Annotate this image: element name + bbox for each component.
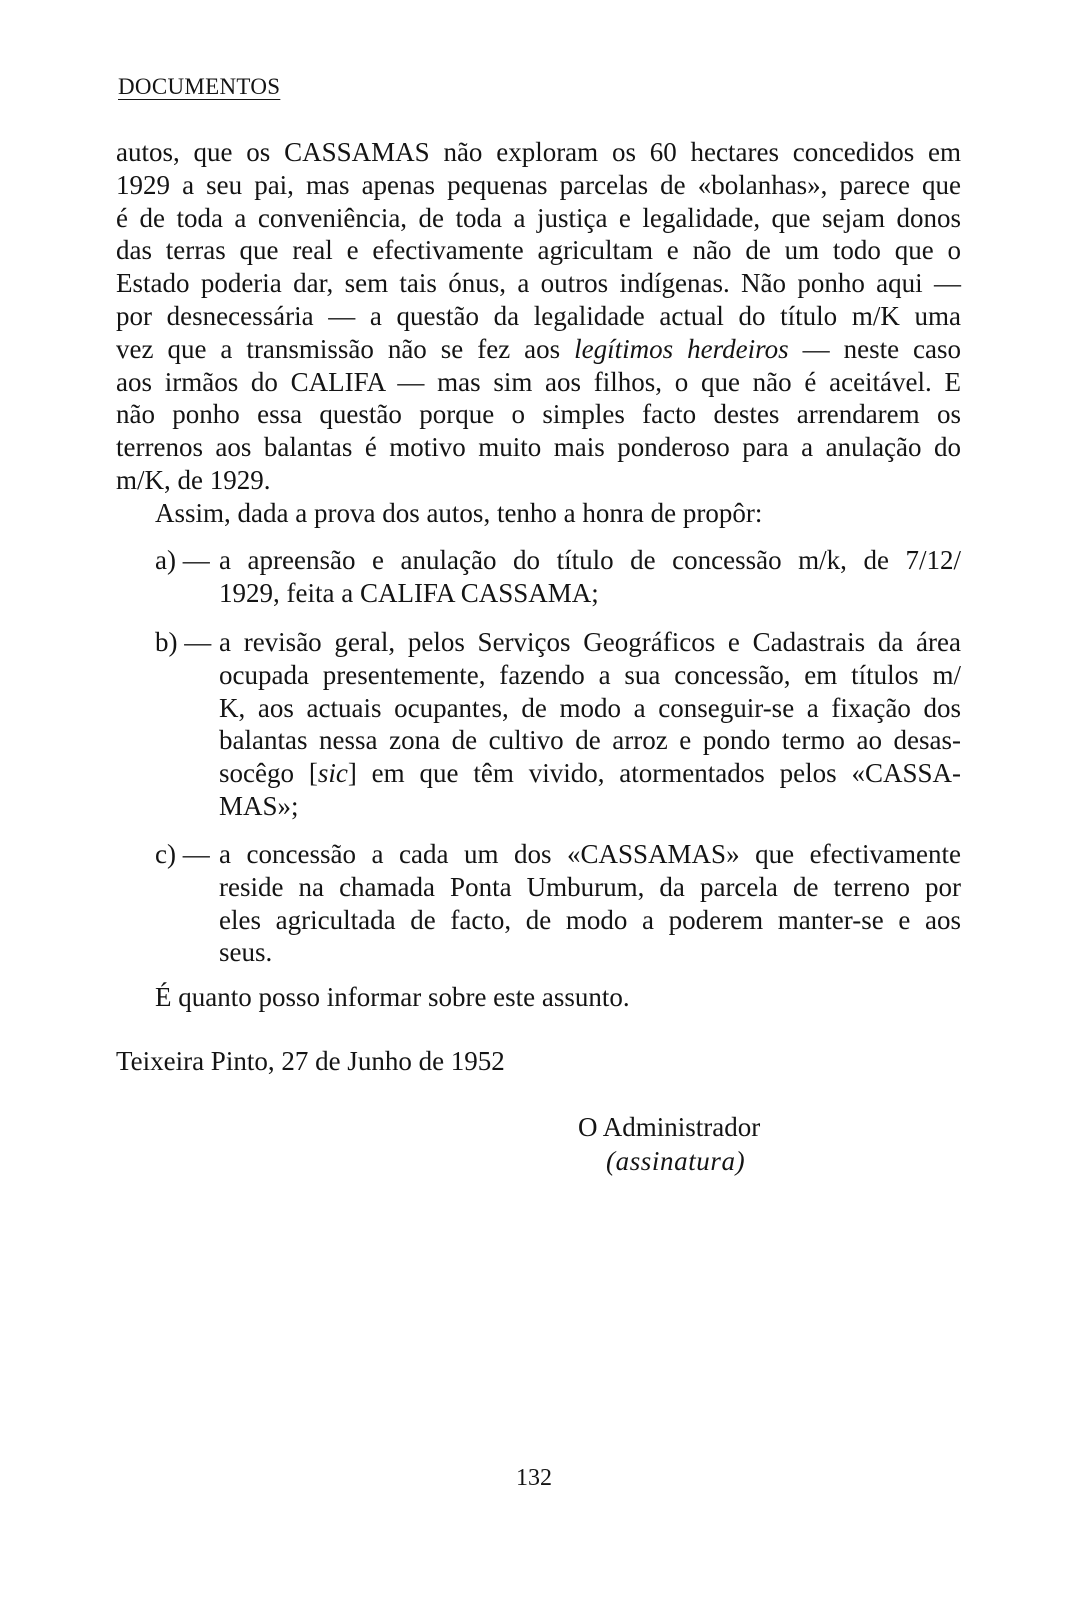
item-line: ocupada presentemente, fazendo a sua concessão, em títulos m/: [219, 659, 961, 690]
text-segment: socêgo [: [219, 758, 318, 789]
item-line: reside na chamada Ponta Umburum, da parcela de terreno por: [219, 871, 961, 902]
paragraph-line: Estado poderia dar, sem tais ónus, a outros indígenas. Não ponho aqui —: [116, 268, 961, 299]
paragraph-line: autos, que os CASSAMAS não exploram os 60 hectares concedidos em: [116, 137, 961, 167]
item-line: balantas nessa zona de cultivo de arroz e pondo termo ao desas-: [219, 725, 961, 756]
list-item-body: [219, 544, 961, 610]
italic-phrase: sic: [317, 758, 348, 789]
list-marker: b) —: [155, 627, 212, 657]
paragraph-2: Assim, dada a prova dos autos, tenho a honra de propôr:: [155, 498, 763, 528]
signatory-title: O Administrador: [578, 1112, 761, 1142]
paragraph-line: aos irmãos do CALIFA — mas sim aos filhos, o que não é aceitável. E: [116, 366, 961, 397]
paragraph-line: não ponho essa questão porque o simples facto destes arrendarem os: [116, 399, 961, 430]
item-line: eles agricultada de facto, de modo a poderem manter-se e aos: [219, 904, 961, 935]
signature-note: (assinatura): [606, 1146, 746, 1176]
paragraph-line: m/K, de 1929.: [116, 464, 271, 495]
closing-sentence: É quanto posso informar sobre este assunto.: [155, 982, 630, 1012]
item-line-mixed: [219, 757, 961, 790]
list-item-body: [219, 626, 961, 823]
item-line: 1929, feita a CALIFA CASSAMA;: [219, 577, 599, 608]
page-number: 132: [516, 1465, 552, 1491]
item-line: MAS»;: [219, 790, 299, 821]
italic-phrase: legítimos herdeiros: [574, 333, 789, 364]
list-item-body: [219, 838, 961, 969]
paragraph-line: das terras que real e efectivamente agricultam e não de um todo que o: [116, 235, 961, 266]
text-segment: — neste caso: [802, 333, 962, 364]
item-line: a concessão a cada um dos «CASSAMAS» que efectivamente: [219, 839, 961, 869]
item-line: seus.: [219, 937, 273, 968]
paragraph-line-mixed: [116, 333, 961, 366]
paragraph-line: 1929 a seu pai, mas apenas pequenas parcelas de «bolanhas», parece que: [116, 169, 961, 200]
section-header: DOCUMENTOS: [118, 74, 281, 99]
text-segment: ] em que têm vivido, atormentados pelos «CASSA-: [347, 758, 961, 789]
paragraph-line: é de toda a conveniência, de toda a justiça e legalidade, que sejam donos: [116, 202, 961, 233]
paragraph-line: por desnecessária — a questão da legalidade actual do título m/K uma: [116, 300, 961, 331]
list-marker: a) —: [155, 545, 210, 575]
list-marker: c) —: [155, 839, 210, 869]
paragraph-line: terrenos aos balantas é motivo muito mais ponderoso para a anulação do: [116, 432, 961, 463]
item-line: a revisão geral, pelos Serviços Geográficos e Cadastrais da área: [219, 627, 961, 657]
item-line: a apreensão e anulação do título de concessão m/k, de 7/12/: [219, 545, 961, 575]
text-segment: vez que a transmissão não se fez aos: [116, 333, 561, 364]
place-date: Teixeira Pinto, 27 de Junho de 1952: [116, 1046, 505, 1076]
paragraph-1: [116, 136, 961, 497]
item-line: K, aos actuais ocupantes, de modo a conseguir-se a fixação dos: [219, 692, 961, 723]
